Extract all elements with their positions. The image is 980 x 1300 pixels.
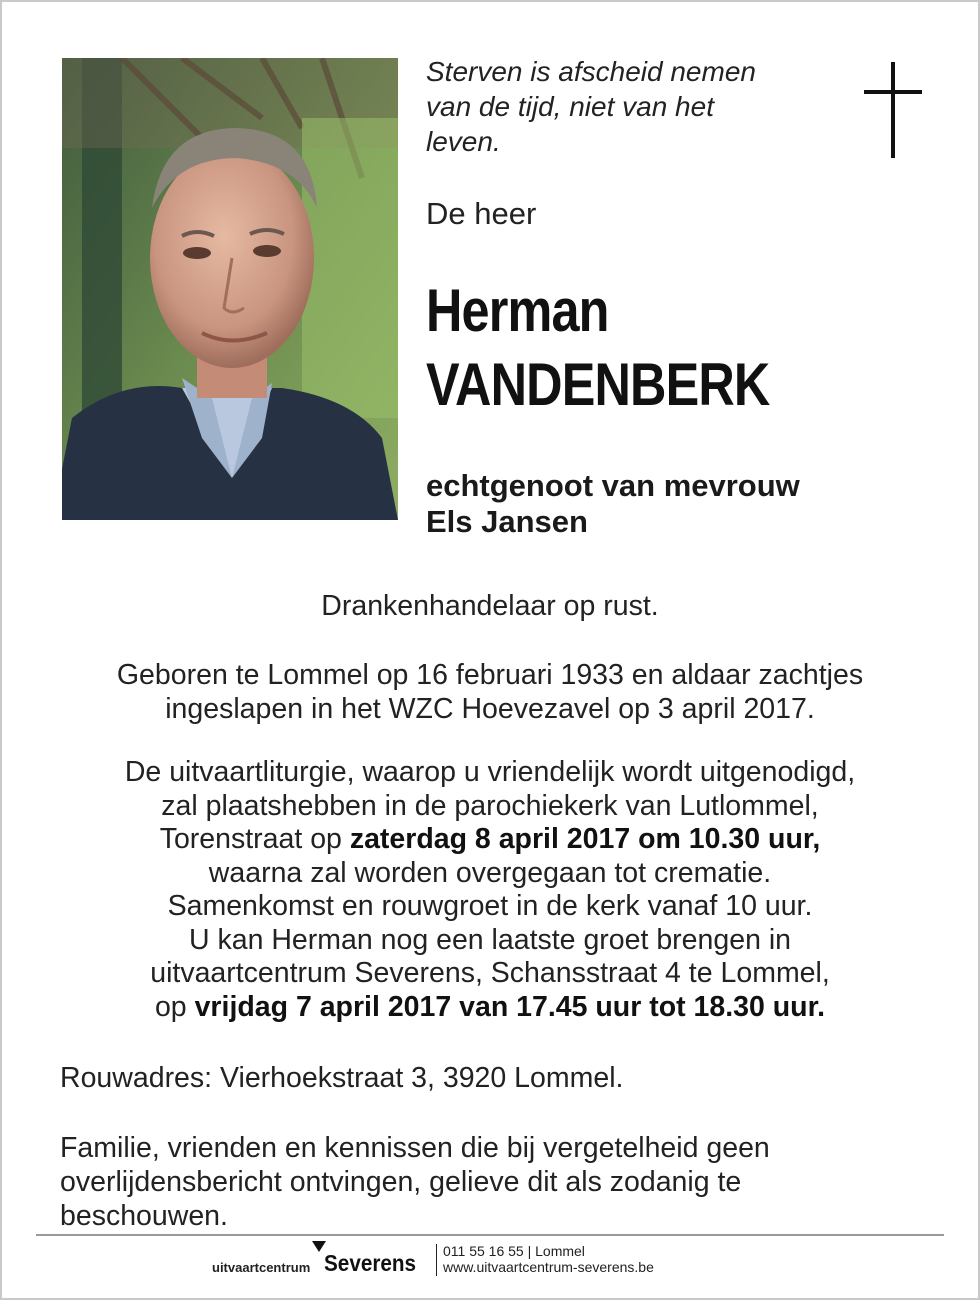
family-notice xyxy=(60,1131,920,1233)
logo-brand: Severens xyxy=(324,1250,417,1276)
first-name: Herman xyxy=(426,277,609,344)
quote-line: van de tijd, niet van het xyxy=(426,91,714,122)
mourning-address: Rouwadres: Vierhoekstraat 3, 3920 Lommel. xyxy=(60,1062,624,1094)
spouse-line: echtgenoot van mevrouw xyxy=(426,468,800,503)
latin-cross-icon xyxy=(864,62,922,165)
footer-separator xyxy=(436,1244,437,1276)
occupation: Drankenhandelaar op rust. xyxy=(321,590,659,622)
service-line: uitvaartcentrum Severens, Schansstraat 4 te Lommel, xyxy=(150,957,830,989)
service-text: Torenstraat op xyxy=(159,823,350,855)
footer-divider xyxy=(36,1234,944,1236)
service-line: De uitvaartliturgie, waarop u vriendelijk wordt uitgenodigd, xyxy=(124,756,856,788)
service-line xyxy=(40,991,940,1025)
spouse-info xyxy=(426,468,800,540)
service-line: U kan Herman nog een laatste groet brengen in xyxy=(188,923,792,956)
birth-info xyxy=(40,659,940,726)
honorific: De heer xyxy=(426,196,537,231)
quote-line: Sterven is afscheid nemen xyxy=(426,56,756,87)
footer-website[interactable]: www.uitvaartcentrum-severens.be xyxy=(443,1259,654,1275)
notice-line: Familie, vrienden en kennissen die bij vergetelheid geen xyxy=(60,1132,770,1164)
service-line xyxy=(40,823,940,857)
notice-line: beschouwen. xyxy=(60,1200,228,1232)
notice-line: overlijdensbericht ontvingen, gelieve dit als zodanig te xyxy=(60,1166,742,1198)
service-text: op xyxy=(154,990,195,1023)
quote-line: leven. xyxy=(426,126,501,157)
logo-label: uitvaartcentrum xyxy=(212,1260,311,1275)
last-name: VANDENBERK xyxy=(426,351,770,418)
visitation-date-time: vrijdag 7 april 2017 van 17.45 uur tot 18.30 uur. xyxy=(194,990,826,1023)
service-line: zal plaatshebben in de parochiekerk van Lutlommel, xyxy=(161,789,819,822)
birth-line: ingeslapen in het WZC Hoevezavel op 3 april 2017. xyxy=(165,692,815,725)
footer-contact xyxy=(443,1243,654,1275)
funeral-home-logo xyxy=(212,1240,428,1280)
service-line: Samenkomst en rouwgroet in de kerk vanaf 10 uur. xyxy=(167,890,813,922)
funeral-date-time: zaterdag 8 april 2017 om 10.30 uur, xyxy=(349,823,821,855)
memorial-quote xyxy=(426,54,826,159)
service-info xyxy=(40,756,940,1024)
footer-phone: 011 55 16 55 | Lommel xyxy=(443,1243,585,1259)
birth-line: Geboren te Lommel op 16 februari 1933 en aldaar zachtjes xyxy=(116,659,864,691)
portrait-photo xyxy=(62,58,398,520)
spouse-name: Els Jansen xyxy=(426,504,588,539)
service-line: waarna zal worden overgegaan tot crematie. xyxy=(208,856,772,889)
